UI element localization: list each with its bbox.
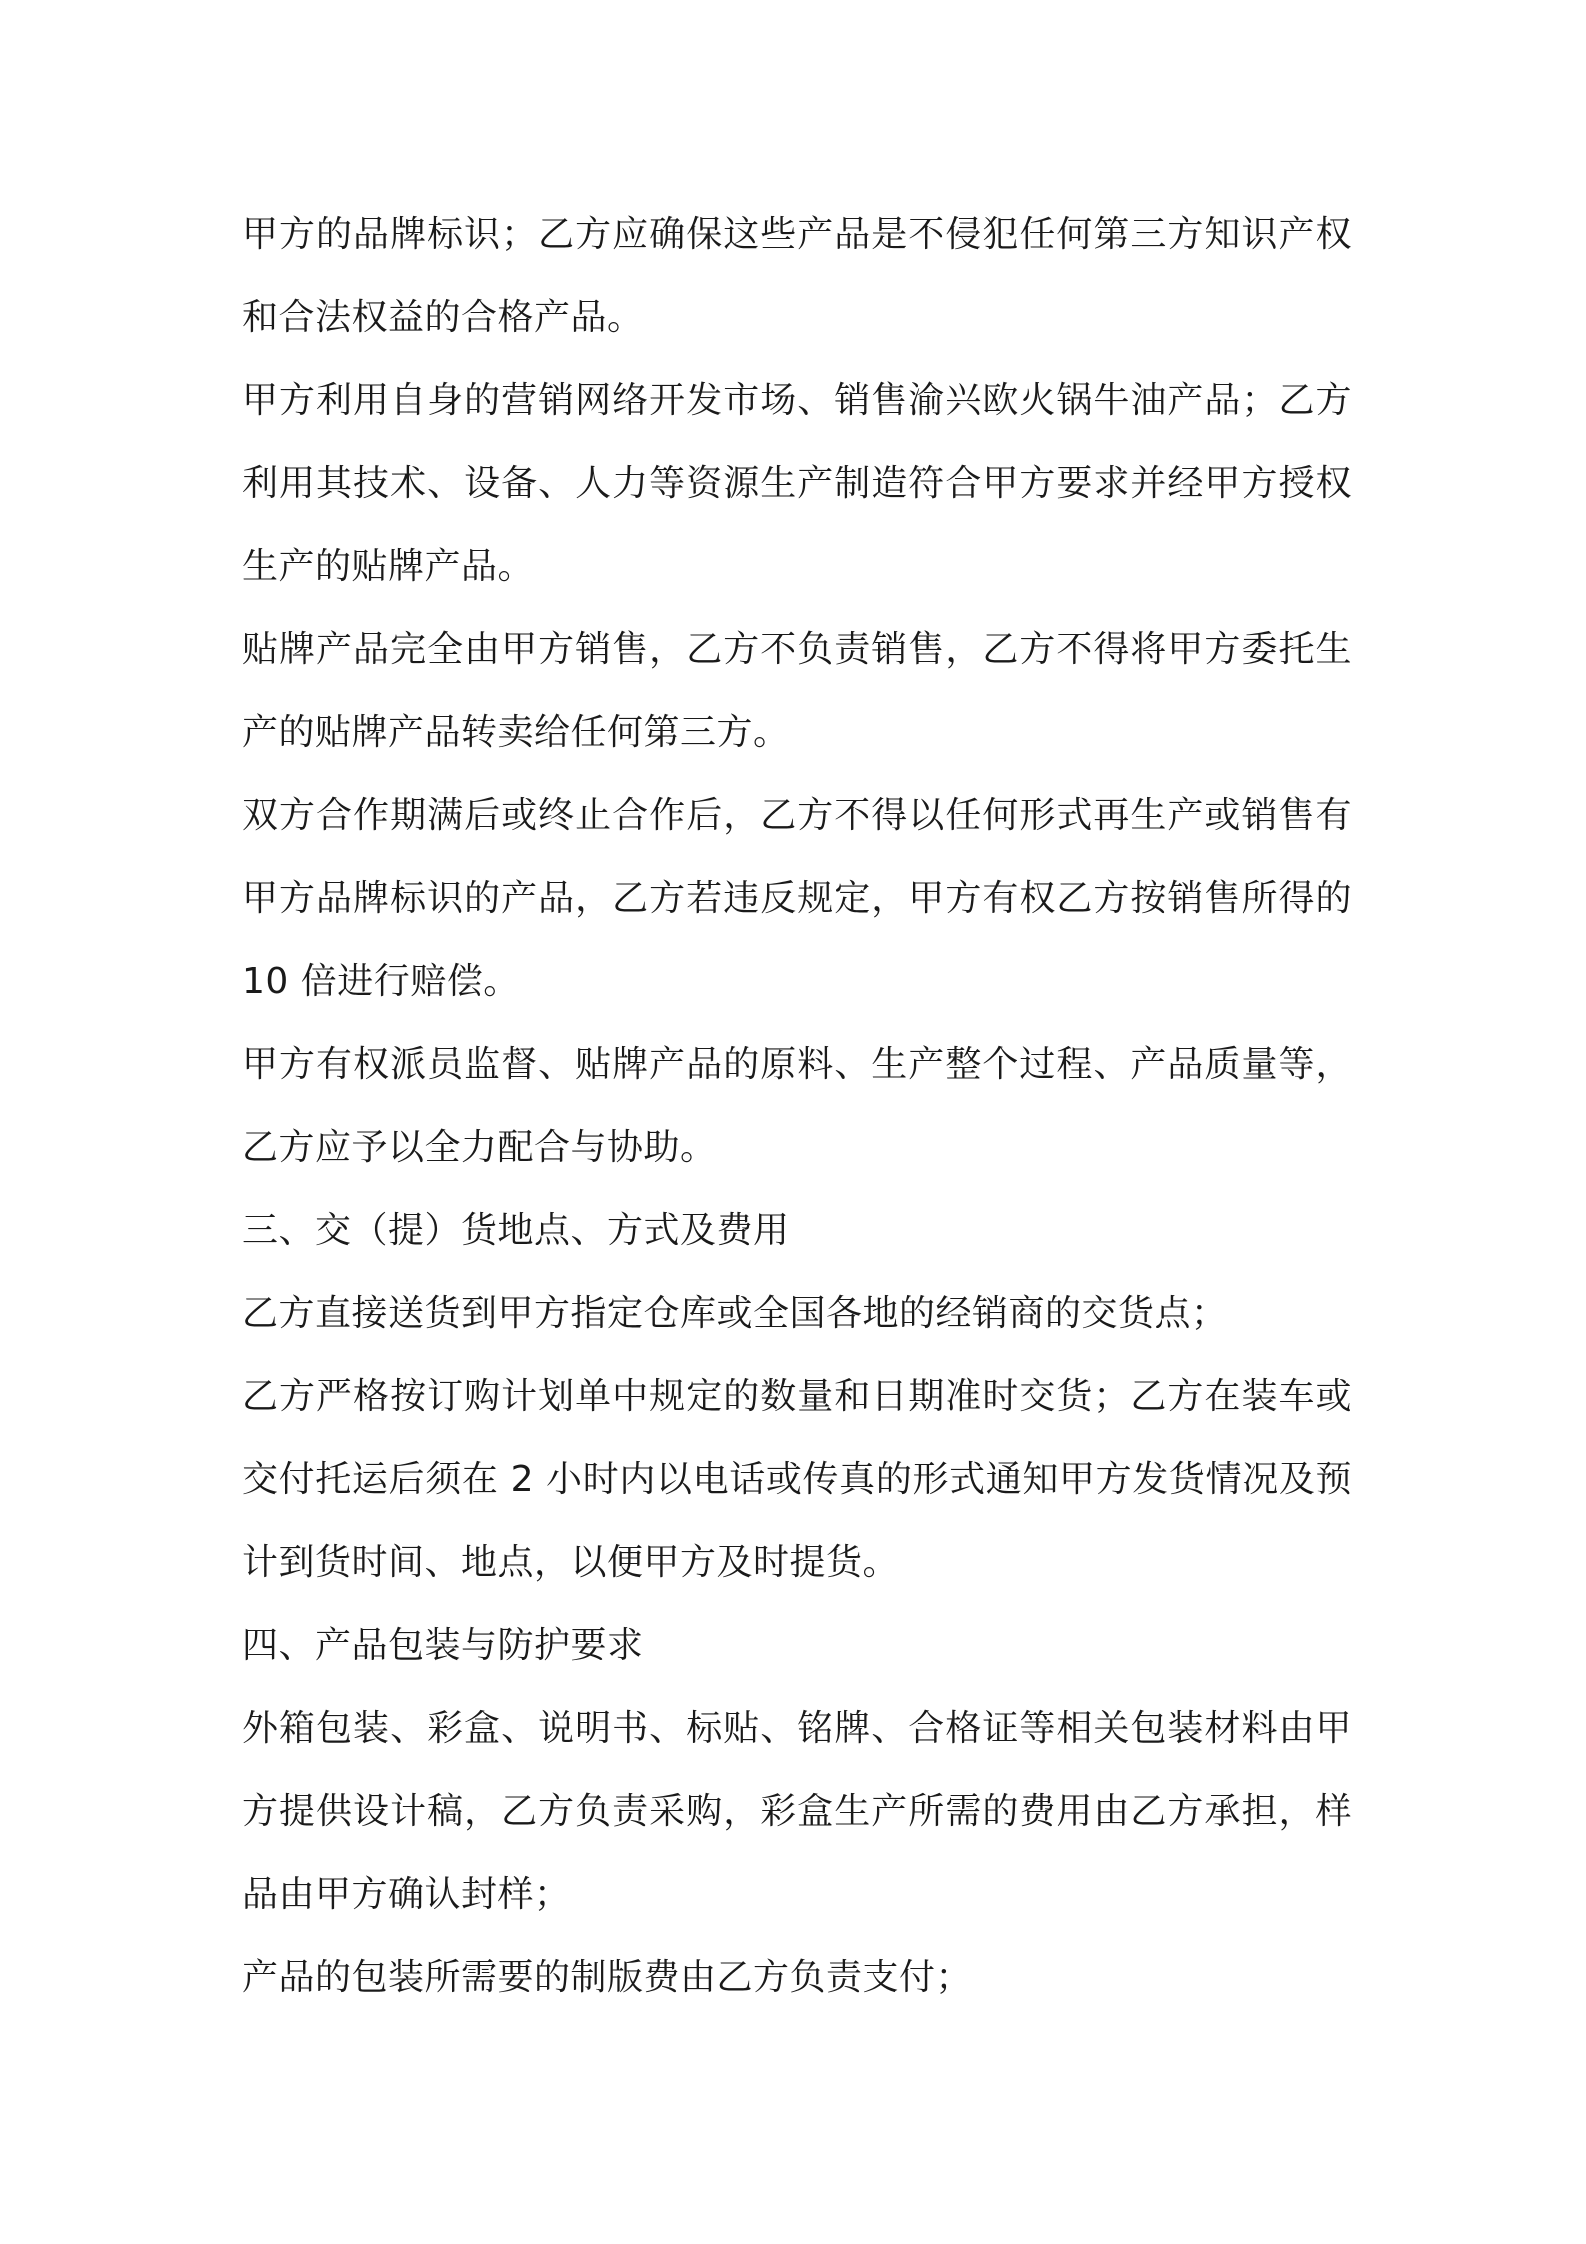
paragraph-brand-identity: 甲方的品牌标识；乙方应确保这些产品是不侵犯任何第三方知识产权和合法权益的合格产品。 — [242, 214, 1352, 338]
paragraph-post-termination: 双方合作期满后或终止合作后，乙方不得以任何形式再生产或销售有甲方品牌标识的产品，乙方若违反规定，甲方有权乙方按销售所得的10 倍进行赔偿。 — [242, 795, 1352, 1002]
paragraph-packaging-materials: 外箱包装、彩盒、说明书、标贴、铭牌、合格证等相关包装材料由甲方提供设计稿，乙方负责采购，彩盒生产所需的费用由乙方承担，样品由甲方确认封样； — [242, 1708, 1352, 1915]
paragraph-supervision: 甲方有权派员监督、贴牌产品的原料、生产整个过程、产品质量等，乙方应予以全力配合与协助。 — [242, 1044, 1352, 1168]
paragraph-sales-responsibility: 贴牌产品完全由甲方销售，乙方不负责销售，乙方不得将甲方委托生产的贴牌产品转卖给任何第三方。 — [242, 629, 1352, 753]
section-heading-packaging: 四、产品包装与防护要求 — [242, 1625, 644, 1666]
section-heading-delivery: 三、交（提）货地点、方式及费用 — [242, 1210, 790, 1251]
paragraph-marketing-network: 甲方利用自身的营销网络开发市场、销售渝兴欧火锅牛油产品；乙方利用其技术、设备、人力等资源生产制造符合甲方要求并经甲方授权生产的贴牌产品。 — [242, 380, 1352, 587]
paragraph-plate-fee: 产品的包装所需要的制版费由乙方负责支付； — [242, 1957, 973, 1998]
paragraph-delivery-schedule: 乙方严格按订购计划单中规定的数量和日期准时交货；乙方在装车或交付托运后须在 2 小时内以电话或传真的形式通知甲方发货情况及预计到货时间、地点，以便甲方及时提货。 — [242, 1376, 1352, 1583]
document-body — [242, 193, 1352, 2019]
paragraph-delivery-location: 乙方直接送货到甲方指定仓库或全国各地的经销商的交货点； — [242, 1293, 1228, 1334]
